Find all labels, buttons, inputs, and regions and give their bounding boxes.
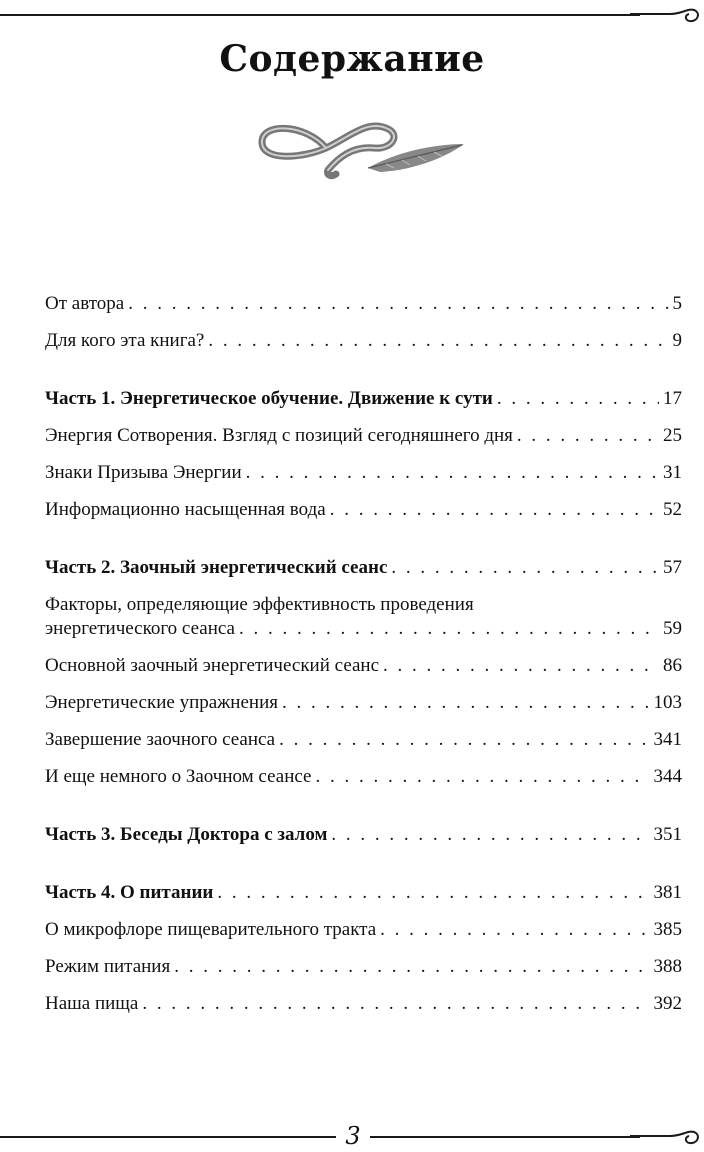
toc-entry-page: 388 [653,956,682,977]
dot-leader [331,823,649,847]
toc-entry-title: Информационно насыщенная вода [45,499,326,520]
toc-entry-title: Часть 3. Беседы Доктора с залом [45,824,328,845]
toc-entry-page: 341 [653,729,682,750]
dot-leader [497,387,659,411]
toc-entry-page: 31 [663,462,682,483]
toc-part-entry[interactable] [45,823,682,847]
toc-entry-page: 351 [653,824,682,845]
toc-entry-page: 385 [653,919,682,940]
dot-leader [383,654,659,678]
toc-entry[interactable] [45,461,682,485]
toc-entry-title: И еще немного о Заочном сеансе [45,766,312,787]
toc-entry-title: Энергия Сотворения. Взгляд с позиций сегодняшнего дня [45,425,513,446]
bottom-rule-left [0,1136,336,1138]
toc-entry-page: 25 [663,425,682,446]
toc-entry-page: 381 [653,882,682,903]
bottom-flourish-icon [630,1128,700,1150]
toc-entry-title: Часть 2. Заочный энергетический сеанс [45,557,388,578]
dot-leader [315,765,649,789]
dot-leader [217,881,649,905]
toc-entry-title: энергетического сеанса [45,618,235,639]
toc-entry[interactable] [45,654,682,678]
toc-entry-title: О микрофлоре пищеварительного тракта [45,919,377,940]
toc-entry-page: 103 [653,692,682,713]
table-of-contents [45,292,682,1029]
toc-entry-title: Наша пища [45,993,139,1014]
toc-entry-title: Знаки Призыва Энергии [45,462,242,483]
top-flourish-icon [630,4,700,30]
toc-entry-title: От автора [45,293,125,314]
page-number: 3 [345,1122,361,1150]
toc-entry-page: 9 [672,330,682,351]
dot-leader [391,556,659,580]
toc-entry[interactable] [45,329,682,353]
toc-entry-page: 392 [653,993,682,1014]
toc-entry-title-line: Факторы, определяющие эффективность проведения [45,594,474,615]
dot-leader [142,992,649,1016]
dot-leader [128,292,668,316]
toc-entry-title: Часть 4. О питании [45,882,214,903]
toc-entry[interactable] [45,593,682,641]
toc-entry-title: Завершение заочного сеанса [45,729,276,750]
dot-leader [246,461,659,485]
toc-entry-page: 17 [663,388,682,409]
swirl-feather-ornament-icon [256,118,468,182]
dot-leader [380,918,649,942]
toc-part-entry[interactable] [45,881,682,905]
toc-entry[interactable] [45,918,682,942]
toc-entry-page: 344 [653,766,682,787]
toc-entry-page: 5 [672,293,682,314]
toc-entry-page: 86 [663,655,682,676]
toc-entry[interactable] [45,424,682,448]
toc-entry-page: 52 [663,499,682,520]
toc-entry[interactable] [45,498,682,522]
toc-entry-title: Режим питания [45,956,171,977]
dot-leader [279,728,649,752]
toc-entry[interactable] [45,992,682,1016]
dot-leader [239,617,659,641]
dot-leader [517,424,659,448]
toc-entry-title: Энергетические упражнения [45,692,278,713]
toc-entry[interactable] [45,292,682,316]
dot-leader [174,955,649,979]
toc-entry[interactable] [45,955,682,979]
dot-leader [282,691,650,715]
dot-leader [330,498,659,522]
toc-entry[interactable] [45,691,682,715]
top-rule [0,14,640,16]
toc-part-entry[interactable] [45,556,682,580]
toc-entry-page: 57 [663,557,682,578]
toc-entry-page: 59 [663,618,682,639]
toc-entry-title: Часть 1. Энергетическое обучение. Движение к сути [45,388,493,409]
toc-entry[interactable] [45,765,682,789]
bottom-rule-right [370,1136,640,1138]
toc-entry-title: Основной заочный энергетический сеанс [45,655,380,676]
toc-part-entry[interactable] [45,387,682,411]
toc-entry-title: Для кого эта книга? [45,330,205,351]
page-title: Содержание [219,38,485,80]
toc-entry[interactable] [45,728,682,752]
dot-leader [208,329,668,353]
